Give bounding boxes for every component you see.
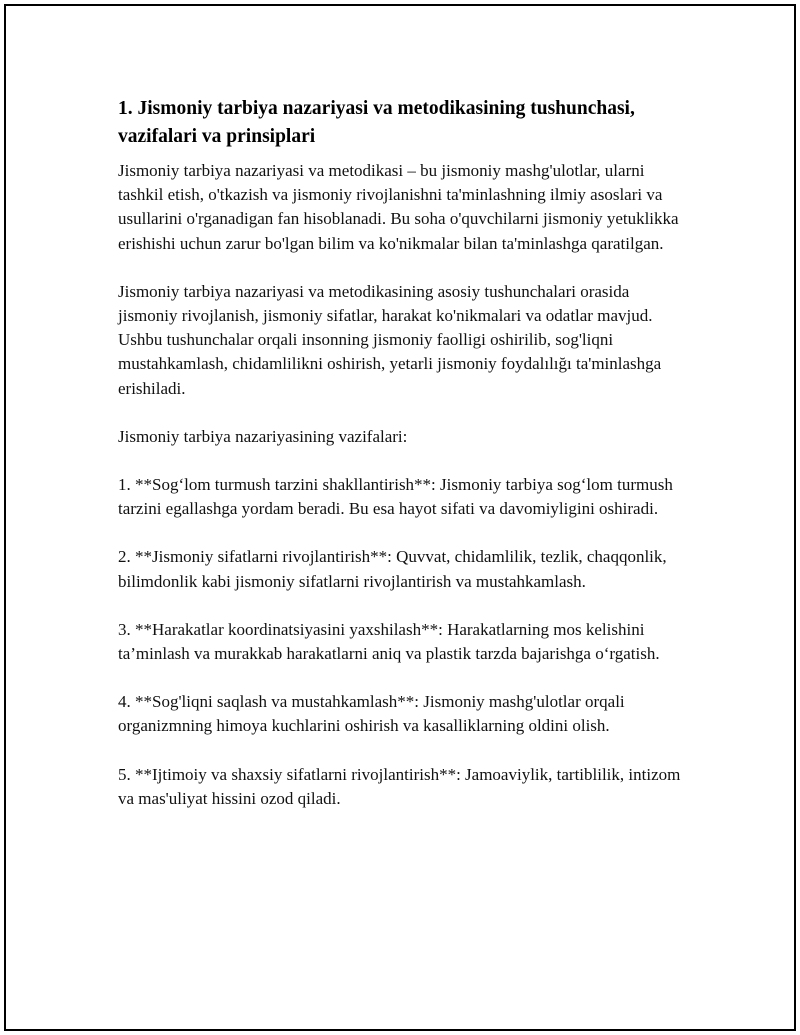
paragraph-tasks-intro: Jismoniy tarbiya nazariyasining vazifalari: (118, 426, 408, 446)
paragraph-definition: Jismoniy tarbiya nazariyasi va metodikasi – bu jismoniy mashg'ulotlar, ularni tashkil etish, o'tkazish va jismoniy rivojlanishni ta'minlashning ilmiy asoslari va usullarini o'rganadigan fan hisoblanadi. Bu soha o'quvchilarni jismoniy yetuklikka erishishi uchun zarur bo'lgan bilim va ko'nikmalar bilan ta'minlashga qaratilgan. (118, 161, 679, 253)
document-content (118, 95, 688, 835)
list-item-task-4: 4. **Sog'liqni saqlash va mustahkamlash**: Jismoniy mashg'ulotlar orqali organizmning himoya kuchlarini oshirish va kasalliklarning oldini olish. (118, 692, 625, 736)
paragraph-concepts: Jismoniy tarbiya nazariyasi va metodikasining asosiy tushunchalari orasida jismoniy rivojlanish, jismoniy sifatlar, harakat ko'nikmalari va odatlar mavjud. Ushbu tushunchalar orqali insonning jismoniy faolligi oshirilib, sog'liqni mustahkamlash, chidamlilikni oshirish, yetarli jismoniy foydalılığı ta'minlashga erishiladi. (118, 281, 662, 398)
list-item-task-5: 5. **Ijtimoiy va shaxsiy sifatlarni rivojlantirish**: Jamoaviylik, tartiblilik, intizom va mas'uliyat hissini ozod qiladi. (118, 764, 681, 808)
list-item-task-2: 2. **Jismoniy sifatlarni rivojlantirish**: Quvvat, chidamlilik, tezlik, chaqqonlik, bilimdonlik kabi jismoniy sifatlarni rivojlantirish va mustahkamlash. (118, 547, 667, 591)
list-item-task-3: 3. **Harakatlar koordinatsiyasini yaxshilash**: Harakatlarning mos kelishini ta’minlash va murakkab harakatlarni aniq va plastik tarzda bajarishga o‘rgatish. (118, 619, 660, 664)
section-heading: 1. Jismoniy tarbiya nazariyasi va metodikasining tushunchasi, vazifalari va prinsiplari (118, 98, 635, 147)
list-item-task-1: 1. **Sog‘lom turmush tarzini shakllantirish**: Jismoniy tarbiya sog‘lom turmush tarzini egallashga yordam beradi. Bu esa hayot sifati va davomiyligini oshiradi. (118, 475, 673, 519)
